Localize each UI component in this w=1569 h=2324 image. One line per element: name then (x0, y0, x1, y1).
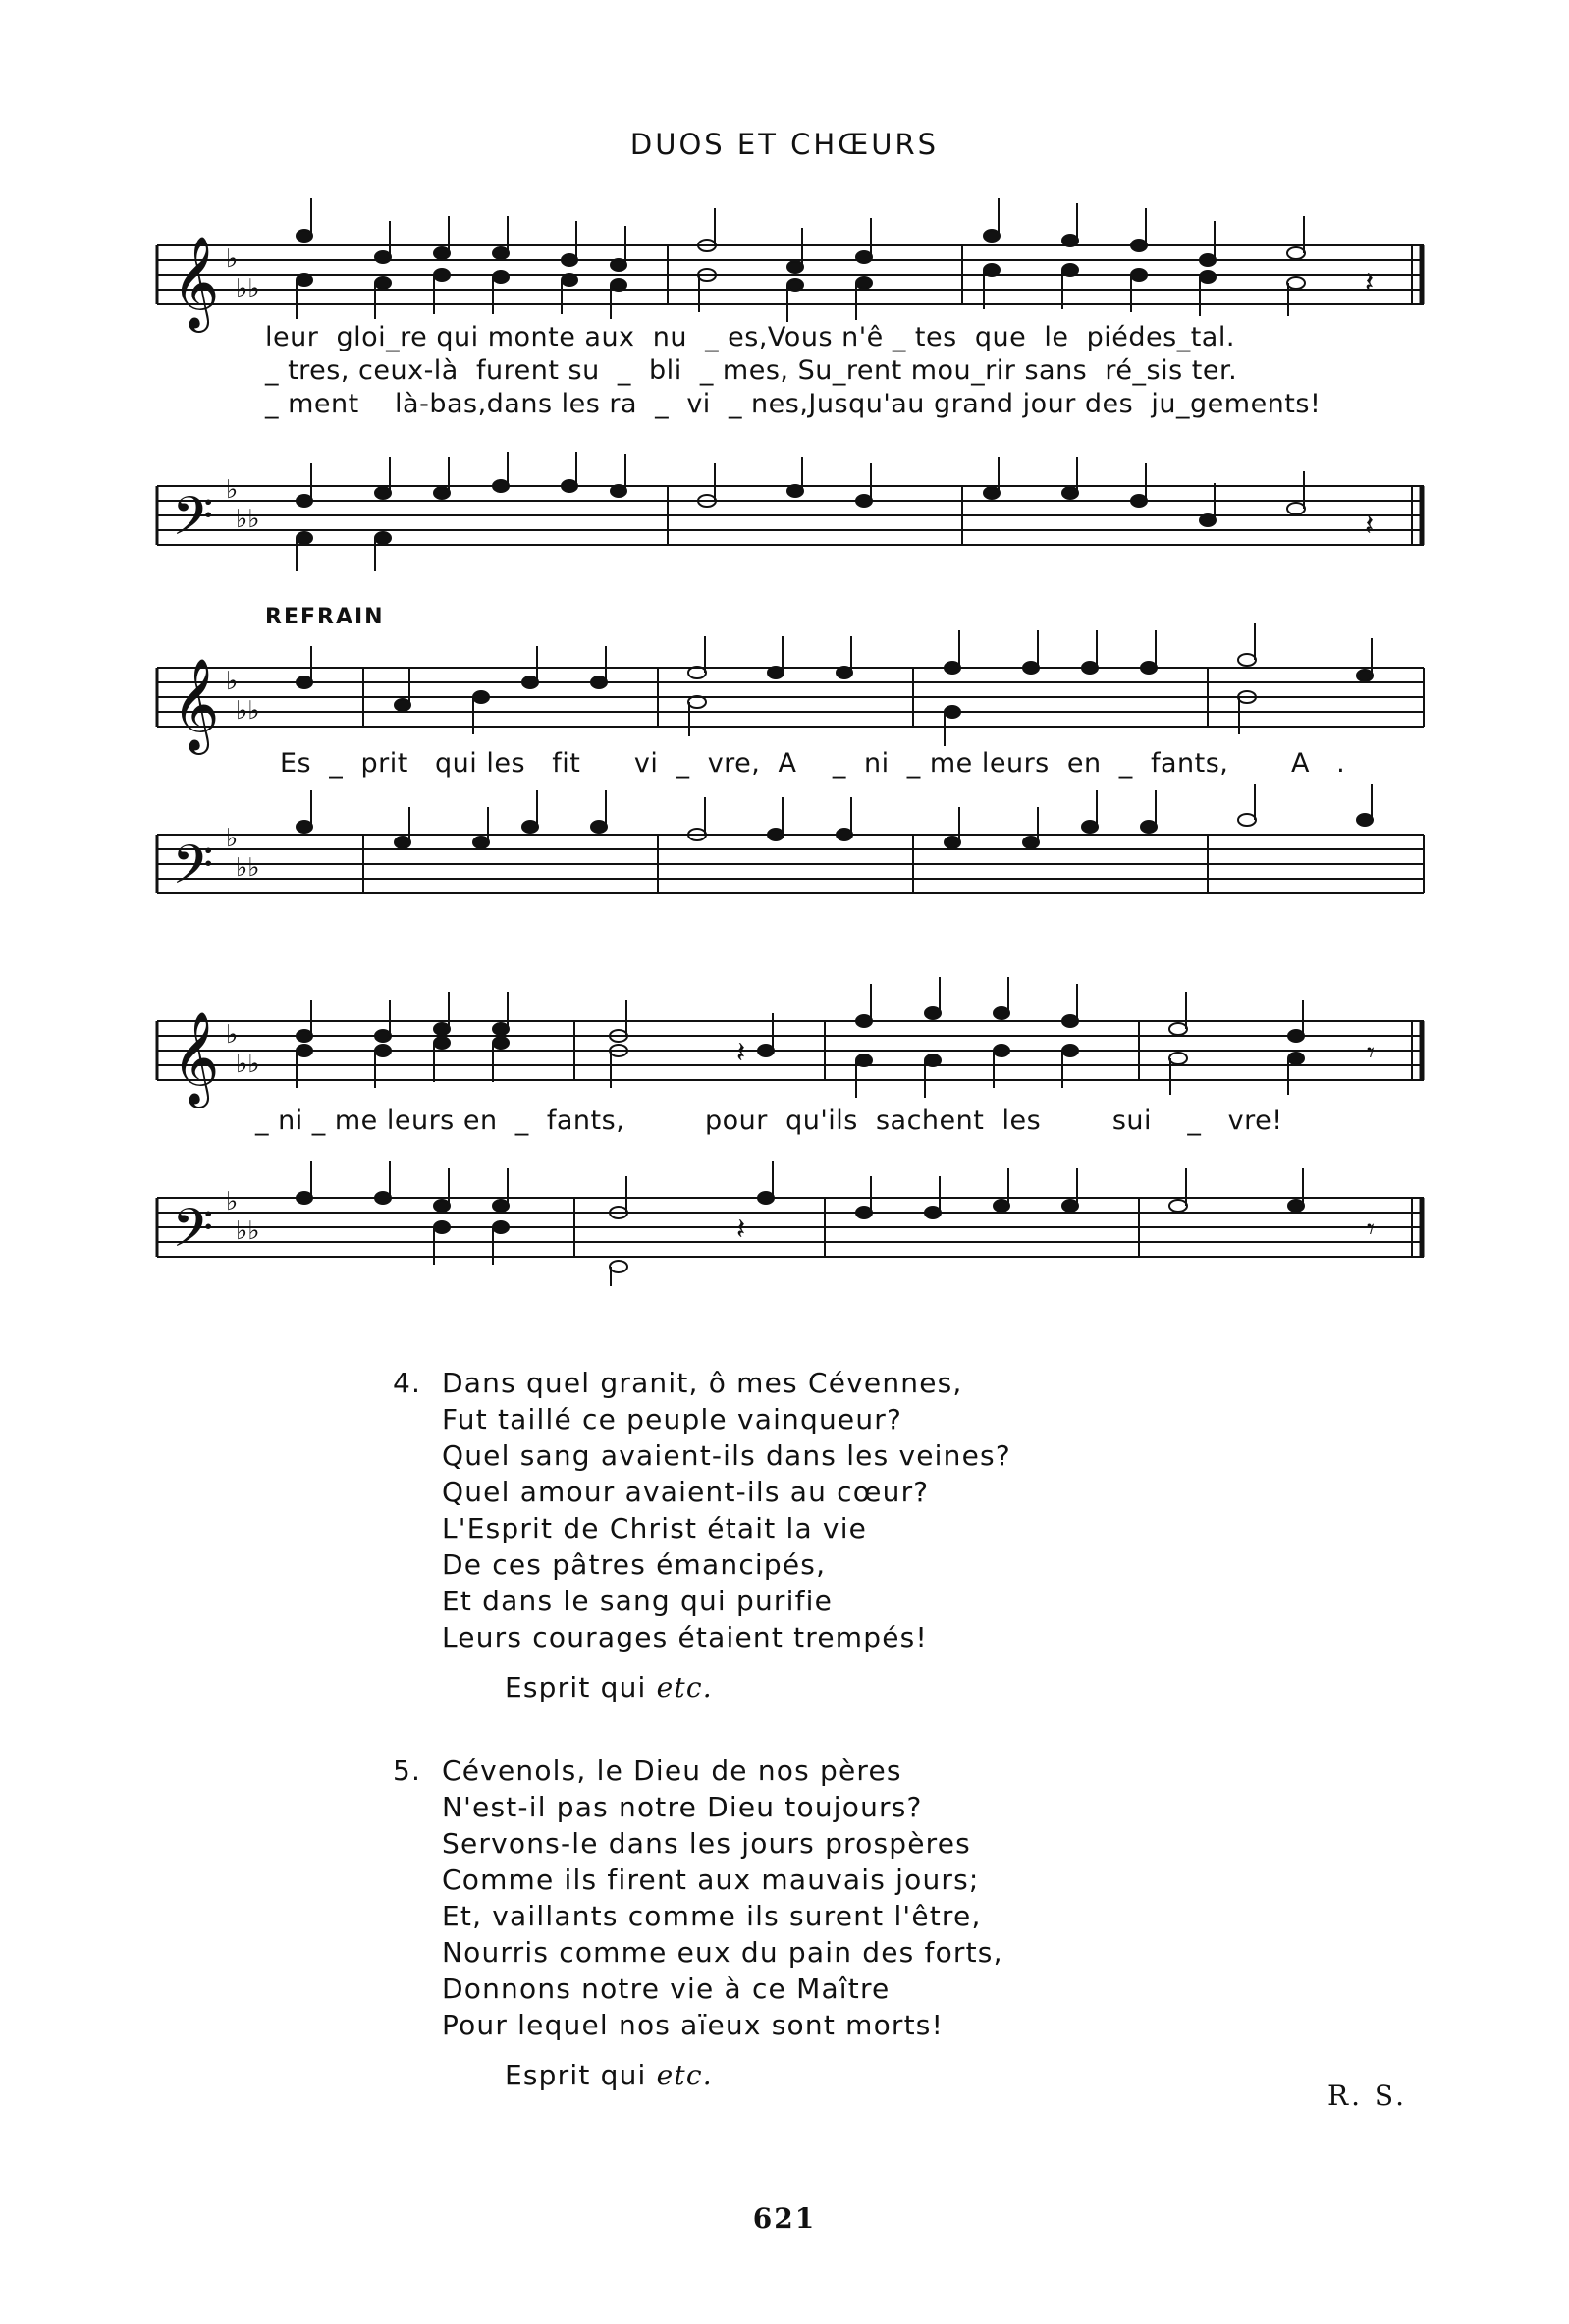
stanza-line: Et dans le sang qui purifie (442, 1585, 834, 1617)
music-notation-system-3 (157, 992, 1434, 1286)
lyrics-refrain-line-2: _ ni _ me leurs en _ fants, pour qu'ils sachent les sui _ vre! (255, 1106, 1283, 1136)
score-system-2 (157, 605, 1434, 923)
svg-text:𝄽: 𝄽 (1365, 266, 1375, 300)
stanza-5 (393, 1753, 1003, 2093)
refrain-cue-text: Esprit qui (505, 2059, 647, 2091)
refrain-cue-text: Esprit qui (505, 1671, 647, 1703)
svg-text:♭: ♭ (226, 244, 239, 274)
running-head: DUOS ET CHŒURS (629, 128, 940, 161)
refrain-cue-etc: etc. (656, 1671, 713, 1703)
refrain-cue (442, 2057, 1003, 2093)
svg-text:𝄽: 𝄽 (1365, 509, 1375, 543)
svg-text:𝄽: 𝄽 (736, 1213, 746, 1247)
stanza-line: Quel amour avaient-ils au cœur? (442, 1476, 930, 1508)
lyrics-verse-line-1: leur gloi_re qui monte aux nu _ es,Vous n'ê _ tes que le piédes_tal. (265, 322, 1235, 352)
svg-text:♭: ♭ (226, 1187, 239, 1216)
svg-text:𝄽: 𝄽 (736, 1036, 746, 1070)
stanza-line: De ces pâtres émancipés, (442, 1548, 827, 1581)
svg-text:♭: ♭ (226, 475, 239, 505)
stanza-line: Quel sang avaient-ils dans les veines? (442, 1439, 1011, 1472)
svg-text:♭♭: ♭♭ (236, 1216, 260, 1246)
stanza-line: Pour lequel nos aïeux sont morts! (442, 2009, 945, 2041)
score-system-3 (157, 992, 1434, 1286)
lyrics-verse-line-3: _ ment là-bas,dans les ra _ vi _ nes,Jusqu'au grand jour des ju_gements! (265, 389, 1322, 419)
svg-text:♭♭: ♭♭ (236, 696, 260, 726)
stanza-line: Et, vaillants comme ils surent l'être, (442, 1900, 982, 1932)
lyrics-refrain-line-1: Es _ prit qui les fit vi _ vre, A _ ni _ me leurs en _ fants, A . (280, 748, 1346, 779)
stanza-4 (393, 1365, 1011, 1705)
stanza-number: 4. (393, 1367, 422, 1399)
page-number: 621 (752, 2202, 817, 2235)
lyrics-verse-line-2: _ tres, ceux-là furent su _ bli _ mes, Su_rent mou_rir sans ré_sis ter. (265, 355, 1238, 386)
stanza-line: Leurs courages étaient trempés! (442, 1621, 928, 1653)
stanza-number: 5. (393, 1755, 422, 1787)
svg-text:♭♭: ♭♭ (236, 1050, 260, 1079)
stanza-line: L'Esprit de Christ était la vie (442, 1512, 868, 1544)
svg-text:𝄾: 𝄾 (1367, 1213, 1375, 1247)
svg-text:𝄞: 𝄞 (172, 658, 220, 751)
svg-text:𝄢: 𝄢 (172, 834, 214, 909)
svg-text:♭: ♭ (226, 667, 239, 696)
svg-text:𝄞: 𝄞 (172, 1011, 220, 1105)
stanza-line: Nourris comme eux du pain des forts, (442, 1936, 1003, 1969)
music-notation-system-2 (157, 638, 1434, 923)
svg-text:𝄢: 𝄢 (172, 485, 214, 561)
stanza-line: Dans quel granit, ô mes Cévennes, (442, 1367, 963, 1399)
svg-text:𝄢: 𝄢 (172, 1197, 214, 1272)
refrain-label: REFRAIN (265, 605, 385, 629)
stanza-line: Donnons notre vie à ce Maître (442, 1973, 891, 2005)
refrain-cue (442, 1669, 1011, 1705)
stanza-line: N'est-il pas notre Dieu toujours? (442, 1791, 923, 1823)
svg-text:𝄞: 𝄞 (172, 236, 220, 329)
refrain-cue-etc: etc. (656, 2059, 713, 2091)
svg-text:♭♭: ♭♭ (236, 505, 260, 534)
svg-text:♭♭: ♭♭ (236, 274, 260, 303)
stanza-line: Comme ils firent aux mauvais jours; (442, 1864, 980, 1896)
svg-text:𝄾: 𝄾 (1367, 1036, 1375, 1070)
score-system-1 (157, 206, 1434, 579)
author-initials: R. S. (1327, 2080, 1407, 2112)
stanza-line: Servons-le dans les jours prospères (442, 1827, 971, 1860)
svg-text:♭♭: ♭♭ (236, 853, 260, 883)
stanza-line: Fut taillé ce peuple vainqueur? (442, 1403, 903, 1435)
stanza-line: Cévenols, le Dieu de nos pères (442, 1755, 902, 1787)
svg-text:♭: ♭ (226, 1020, 239, 1050)
svg-text:♭: ♭ (226, 824, 239, 853)
